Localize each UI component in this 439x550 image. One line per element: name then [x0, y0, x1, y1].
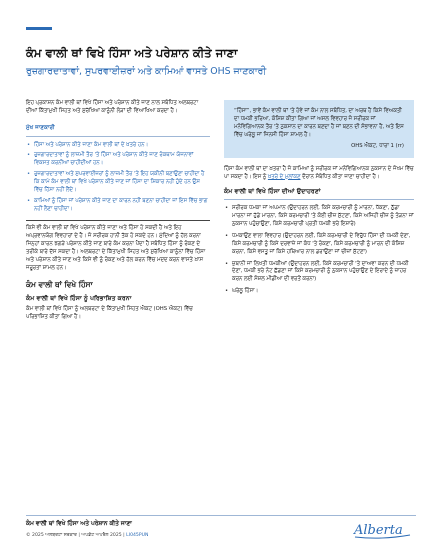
example-item: • ਜ਼ੁਬਾਨੀ ਜਾਂ ਲਿਖਤੀ ਧਮਕੀਆਂ (ਉਦਾਹਰਨ ਲਈ, ਕਿਸੇ ਕਰਮਚਾਰੀ 'ਤੇ ਦਾਅਵਾ ਕਰਨ ਦੀ ਧਮਕੀ ਦੇਣਾ, ਧਮਕੀ ਭਰੇ ਨੋਟ ਛੱਡਣਾ ਜਾਂ ਕਿਸੇ ਕਰਮਚਾਰੀ ਨੂੰ ਨੁਕਸਾਨ ਪਹੁੰਚਾਉਣ ਦੇ ਇਰਾਦੇ ਨੂੰ ਜ਼ਾਹਰ ਕਰਨ ਲਈ ਸੋਸ਼ਲ ਮੀਡੀਆ ਦੀ ਵਰਤੋਂ ਕਰਨਾ) [224, 261, 414, 285]
examples-list [224, 205, 414, 296]
violence-heading: ਕੰਮ ਵਾਲੀ ਥਾਂ ਵਿਖੇ ਹਿੰਸਾ [26, 279, 93, 289]
examples-divider [224, 199, 414, 200]
definition-paragraph: ਕੰਮ ਵਾਲੀ ਥਾਂ ਵਿਖੇ ਹਿੰਸਾ ਨੂੰ ਅਲਬਰਟਾ ਦੇ ਕਿੱਤਾਮੁਖੀ ਸਿਹਤ ਐਕਟ (OHS ਐਕਟ) ਵਿੱਚ ਪਰਿਭਾਸ਼ਿਤ ਕੀਤਾ ਗਿਆ ਹੈ। [26, 305, 193, 320]
key-info-item: • ਰੁਜ਼ਗਾਰਦਾਤਾਵਾਂ ਨੂੰ ਲਾਜ਼ਮੀ ਤੌਰ 'ਤੇ ਹਿੰਸਾ ਅਤੇ ਪਰੇਸ਼ਾਨ ਕੀਤੇ ਜਾਣ ਰੋਕਥਾਮ ਯੋਜਨਾਵਾਂ ਵਿਕਸਤ ਕਰਨੀਆਂ ਚਾਹੀਦੀਆਂ ਹਨ। [26, 152, 210, 168]
key-info-list [26, 142, 210, 214]
key-info-item: • ਰੁਜ਼ਗਾਰਦਾਤਾਵਾਂ ਅਤੇ ਸੁਪਰਵਾਈਜ਼ਰਾਂ ਨੂੰ ਲਾਜ਼ਮੀ ਤੌਰ 'ਤੇ ਇਹ ਯਕੀਨੀ ਬਣਾਉਣਾ ਚਾਹੀਦਾ ਹੈ ਕਿ ਕਾਮੇ ਕੰਮ ਵਾਲੀ ਥਾਂ ਵਿਖੇ ਪਰੇਸ਼ਾਨ ਕੀਤੇ ਜਾਣ ਜਾਂ ਹਿੰਸਾ ਦਾ ਸ਼ਿਕਾਰ ਨਹੀਂ ਹੁੰਦੇ ਹਨ ਉਸ ਵਿੱਚ ਹਿੱਸਾ ਨਹੀਂ ਲੈਂਦੇ। [26, 171, 210, 195]
document-title: ਕੰਮ ਵਾਲੀ ਥਾਂ ਵਿਖੇ ਹਿੰਸਾ ਅਤੇ ਪਰੇਸ਼ਾਨ ਕੀਤੇ ਜਾਣਾ [26, 46, 238, 60]
key-info-divider [26, 136, 210, 137]
copyright-text: © 2025 ਅਲਬਰਟਾ ਸਰਕਾਰ | ਅਪਡੇਟ ਅਪਰੈਲ 2025 | [26, 533, 125, 538]
hazard-paragraph [224, 166, 414, 182]
key-info-item: • ਕਾਮਿਆਂ ਨੂੰ ਹਿੰਸਾ ਜਾਂ ਪਰੇਸ਼ਾਨ ਕੀਤੇ ਜਾਣ ਦਾ ਕਾਰਨ ਨਹੀਂ ਬਣਨਾ ਚਾਹੀਦਾ ਜਾਂ ਇਸ ਵਿੱਚ ਭਾਗ ਨਹੀਂ ਲੈਣਾ ਚਾਹੀਦਾ। [26, 198, 210, 214]
key-info-label: ਮੁੱਖ ਜਾਣਕਾਰੀ [26, 124, 55, 131]
document-subtitle: ਰੁਜ਼ਗਾਰਦਾਤਾਵਾਂ, ਸੁਪਰਵਾਈਜ਼ਰਾਂ ਅਤੇ ਕਾਮਿਆਂ ਵਾਸਤੇ OHS ਜਾਣਕਾਰੀ [26, 66, 267, 77]
alberta-logo [352, 519, 414, 541]
example-item: • ਧਮਕਾਉਣ ਵਾਲਾ ਵਿਵਹਾਰ (ਉਦਾਹਰਨ ਲਈ, ਕਿਸੇ ਕਰਮਚਾਰੀ ਦੇ ਵਿਰੁੱਧ ਹਿੰਸਾ ਦੀ ਧਮਕੀ ਦੇਣਾ, ਕਿਸੇ ਕਰਮਚਾਰੀ ਨੂੰ ਕਿਸੇ ਦਰਵਾਜ਼ੇ ਜਾਂ ਕੰਧ 'ਤੇ ਰੋਕਣਾ, ਕਿਸੇ ਕਰਮਚਾਰੀ ਨੂੰ ਮਾਰਨ ਦੀ ਕੋਸ਼ਿਸ਼ ਕਰਨਾ, ਕਿਸੇ ਵਸਤੂ ਜਾਂ ਕਿਸੇ ਹਥਿਆਰ ਨਾਲ ਡਰਾਉਣਾ ਜਾਂ ਚੀਜ਼ਾਂ ਸੁੱਟਣਾ) [224, 233, 414, 257]
hazard-text-tail: ਦੌਰਾਨ ਸੰਬੋਧਿਤ ਕੀਤਾ ਜਾਣਾ ਚਾਹੀਦਾ ਹੈ। [302, 173, 380, 180]
key-info-item: • ਹਿੰਸਾ ਅਤੇ ਪਰੇਸ਼ਾਨ ਕੀਤੇ ਜਾਣਾ ਕੰਮ ਵਾਲੀ ਥਾਂ ਦੇ ਖ਼ਤਰੇ ਹਨ। [26, 142, 210, 150]
right-column [224, 100, 414, 300]
example-item: • ਸਰੀਰਕ ਧਮਕਾ ਜਾਂ ਅਪਮਾਨ (ਉਦਾਹਰਨ ਲਈ, ਕਿਸੇ ਕਰਮਚਾਰੀ ਨੂੰ ਮਾਰਨਾ, ਧੱਕਣਾ, ਠੁੱਡਾ ਮਾਰਨਾ ਜਾਂ ਹੁੱਡੇ ਮਾਰਨਾ, ਕਿਸੇ ਕਰਮਚਾਰੀ 'ਤੇ ਕੋਈ ਚੀਜ਼ ਸੁੱਟਣਾ, ਕਿਸੇ ਅਜਿਹੀ ਚੀਜ਼ ਨੂੰ ਤੋੜਨਾ ਜਾਂ ਨੁਕਸਾਨ ਪਹੁੰਚਾਉਣਾ, ਕਿਸੇ ਕਰਮਚਾਰੀ ਪ੍ਰਤੀ ਧਮਕੀ ਭਰੇ ਇਸ਼ਾਰੇ) [224, 205, 414, 229]
footer-title: ਕੰਮ ਵਾਲੀ ਥਾਂ ਵਿਖੇ ਹਿੰਸਾ ਅਤੇ ਪਰੇਸ਼ਾਨ ਕੀਤੇ ਜਾਣਾ [26, 521, 132, 527]
quote-text: “ਹਿੰਸਾ”, ਭਾਵੇਂ ਕੰਮ ਵਾਲੀ ਥਾਂ 'ਤੇ ਹੋਵੇ ਜਾਂ ਕੰਮ ਨਾਲ ਸਬੰਧਿਤ, ਦਾ ਅਰਥ ਹੈ ਕਿਸੇ ਵਿਅਕਤੀ ਦਾ ਧਮਕੀ ਭਰਿਆ, ਕੋਸ਼ਿਸ਼ ਕੀਤਾ ਗਿਆ ਜਾਂ ਅਸਲ ਵਿਵਹਾਰ ਜੋ ਸਰੀਰਕ ਜਾਂ ਮਨੋਵਿਗਿਆਨਕ ਤੌਰ 'ਤੇ ਨੁਕਸਾਨ ਦਾ ਕਾਰਨ ਬਣਦਾ ਹੈ ਜਾਂ ਬਣਨ ਦੀ ਸੰਭਾਵਨਾ ਹੈ, ਅਤੇ ਇਸ ਵਿੱਚ ਘਰੇਲੂ ਜਾਂ ਜਿਨਸੀ ਹਿੰਸਾ ਸ਼ਾਮਲ ਹੈ। [234, 108, 404, 138]
alberta-logo-text: Alberta [354, 523, 403, 538]
section-divider [26, 220, 210, 221]
quote-citation: OHS ਐਕਟ, ਧਾਰਾ 1 (rr) [351, 142, 404, 149]
accent-bar [26, 27, 52, 30]
intro-paragraph: ਇਹ ਪ੍ਰਕਾਸ਼ਨ ਕੰਮ ਵਾਲੀ ਥਾਂ ਵਿਖੇ ਹਿੰਸਾ ਅਤੇ ਪਰੇਸ਼ਾਨ ਕੀਤੇ ਜਾਣ ਨਾਲ ਸਬੰਧਿਤ ਅਲਬਰਟਾ ਦੀਆਂ ਕਿੱਤਾਮੁਖੀ ਸਿਹਤ ਅਤੇ ਸੁਰੱਖਿਆ ਕਾਨੂੰਨੀ ਲੋੜਾਂ ਦੀ ਵਿਆਖਿਆ ਕਰਦਾ ਹੈ। [26, 100, 199, 114]
examples-heading: ਕੰਮ ਵਾਲੀ ਥਾਂ ਵਿਖੇ ਹਿੰਸਾ ਦੀਆਂ ਉਦਾਹਰਣਾਂ [224, 188, 321, 196]
definition-subheading: ਕੰਮ ਵਾਲੀ ਥਾਂ ਵਿਖੇ ਹਿੰਸਾ ਨੂੰ ਪਰਿਭਾਸ਼ਿਤ ਕਰਨਾ [26, 294, 132, 302]
left-column [26, 100, 210, 322]
hazard-assessment-link[interactable]: ਖ਼ਤਰੇ ਦੇ ਮੁਲਾਂਕਣ [267, 173, 301, 180]
publication-code: LI045PUN [126, 533, 149, 538]
hazard-text: ਹਿੰਸਾ ਕੰਮ ਵਾਲੀ ਥਾਂ ਦਾ ਖ਼ਤਰਾ ਹੈ ਜੋ ਕਾਮਿਆਂ ਨੂੰ ਸਰੀਰਕ ਜਾਂ ਮਨੋਵਿਗਿਆਨਕ ਨੁਕਸਾਨ ਦੇ ਜੋਖਮ ਵਿੱਚ ਪਾ ਸਕਦਾ ਹੈ। ਇਸ ਨੂੰ [224, 165, 414, 180]
example-item: • ਘਰੇਲੂ ਹਿੰਸਾ। [224, 288, 414, 296]
footer-copyright [26, 532, 148, 538]
footer-divider [26, 515, 416, 516]
body-paragraph: ਕਿਸੇ ਵੀ ਕੰਮ ਵਾਲੀ ਥਾਂ ਵਿਖੇ ਪਰੇਸ਼ਾਨ ਕੀਤੇ ਜਾਣਾ ਅਤੇ ਹਿੰਸਾ ਹੋ ਸਕਦੀ ਹੈ ਅਤੇ ਇਹ ਅਪ੍ਰਵਾਨਯੋਗ ਵਿਵਹਾਰਾਂ ਦੇ ਹੈ। ਜੋ ਸਰੀਰਕ ਹਾਨੀ ਤੱਕ ਹੋ ਸਕਦੇ ਹਨ। ਮੁੱਦਿਆਂ ਨੂੰ ਹੱਲ ਕਰਨਾ ਜਿਨ੍ਹਾਂ ਕਾਰਨ ਝਗੜੇ ਪਰੇਸ਼ਾਨ ਕੀਤੇ ਜਾਣ ਬਾਰੇ ਕੰਮ ਕਰਨਾ ਪੈਂਦਾ ਹੈ ਸਬੰਧਿਤ ਹਿੰਸਾ ਨੂੰ ਰੋਕਣ ਦੇ ਤਰੀਕੇ ਬਾਰੇ ਦੱਸ ਸਕਦਾ ਹੈ। ਅਲਬਰਟਾ ਦੇ ਕਿੱਤਾਮੁਖੀ ਸਿਹਤ ਅਤੇ ਸੁਰੱਖਿਆ ਕਾਨੂੰਨਾਂ ਵਿੱਚ ਹਿੰਸਾ ਅਤੇ ਪਰੇਸ਼ਾਨ ਕੀਤੇ ਜਾਣ ਅਤੇ ਕਿਸੇ ਵੀ ਨੂੰ ਰੋਕਣ ਅਤੇ ਹੱਲ ਕਰਨ ਵਿੱਚ ਮਦਦ ਕਰਨ ਵਾਸਤੇ ਖ਼ਾਸ ਜਰੂਰਤਾਂ ਸ਼ਾਮਲ ਹਨ। [26, 225, 206, 271]
definition-quote-box [224, 100, 414, 158]
